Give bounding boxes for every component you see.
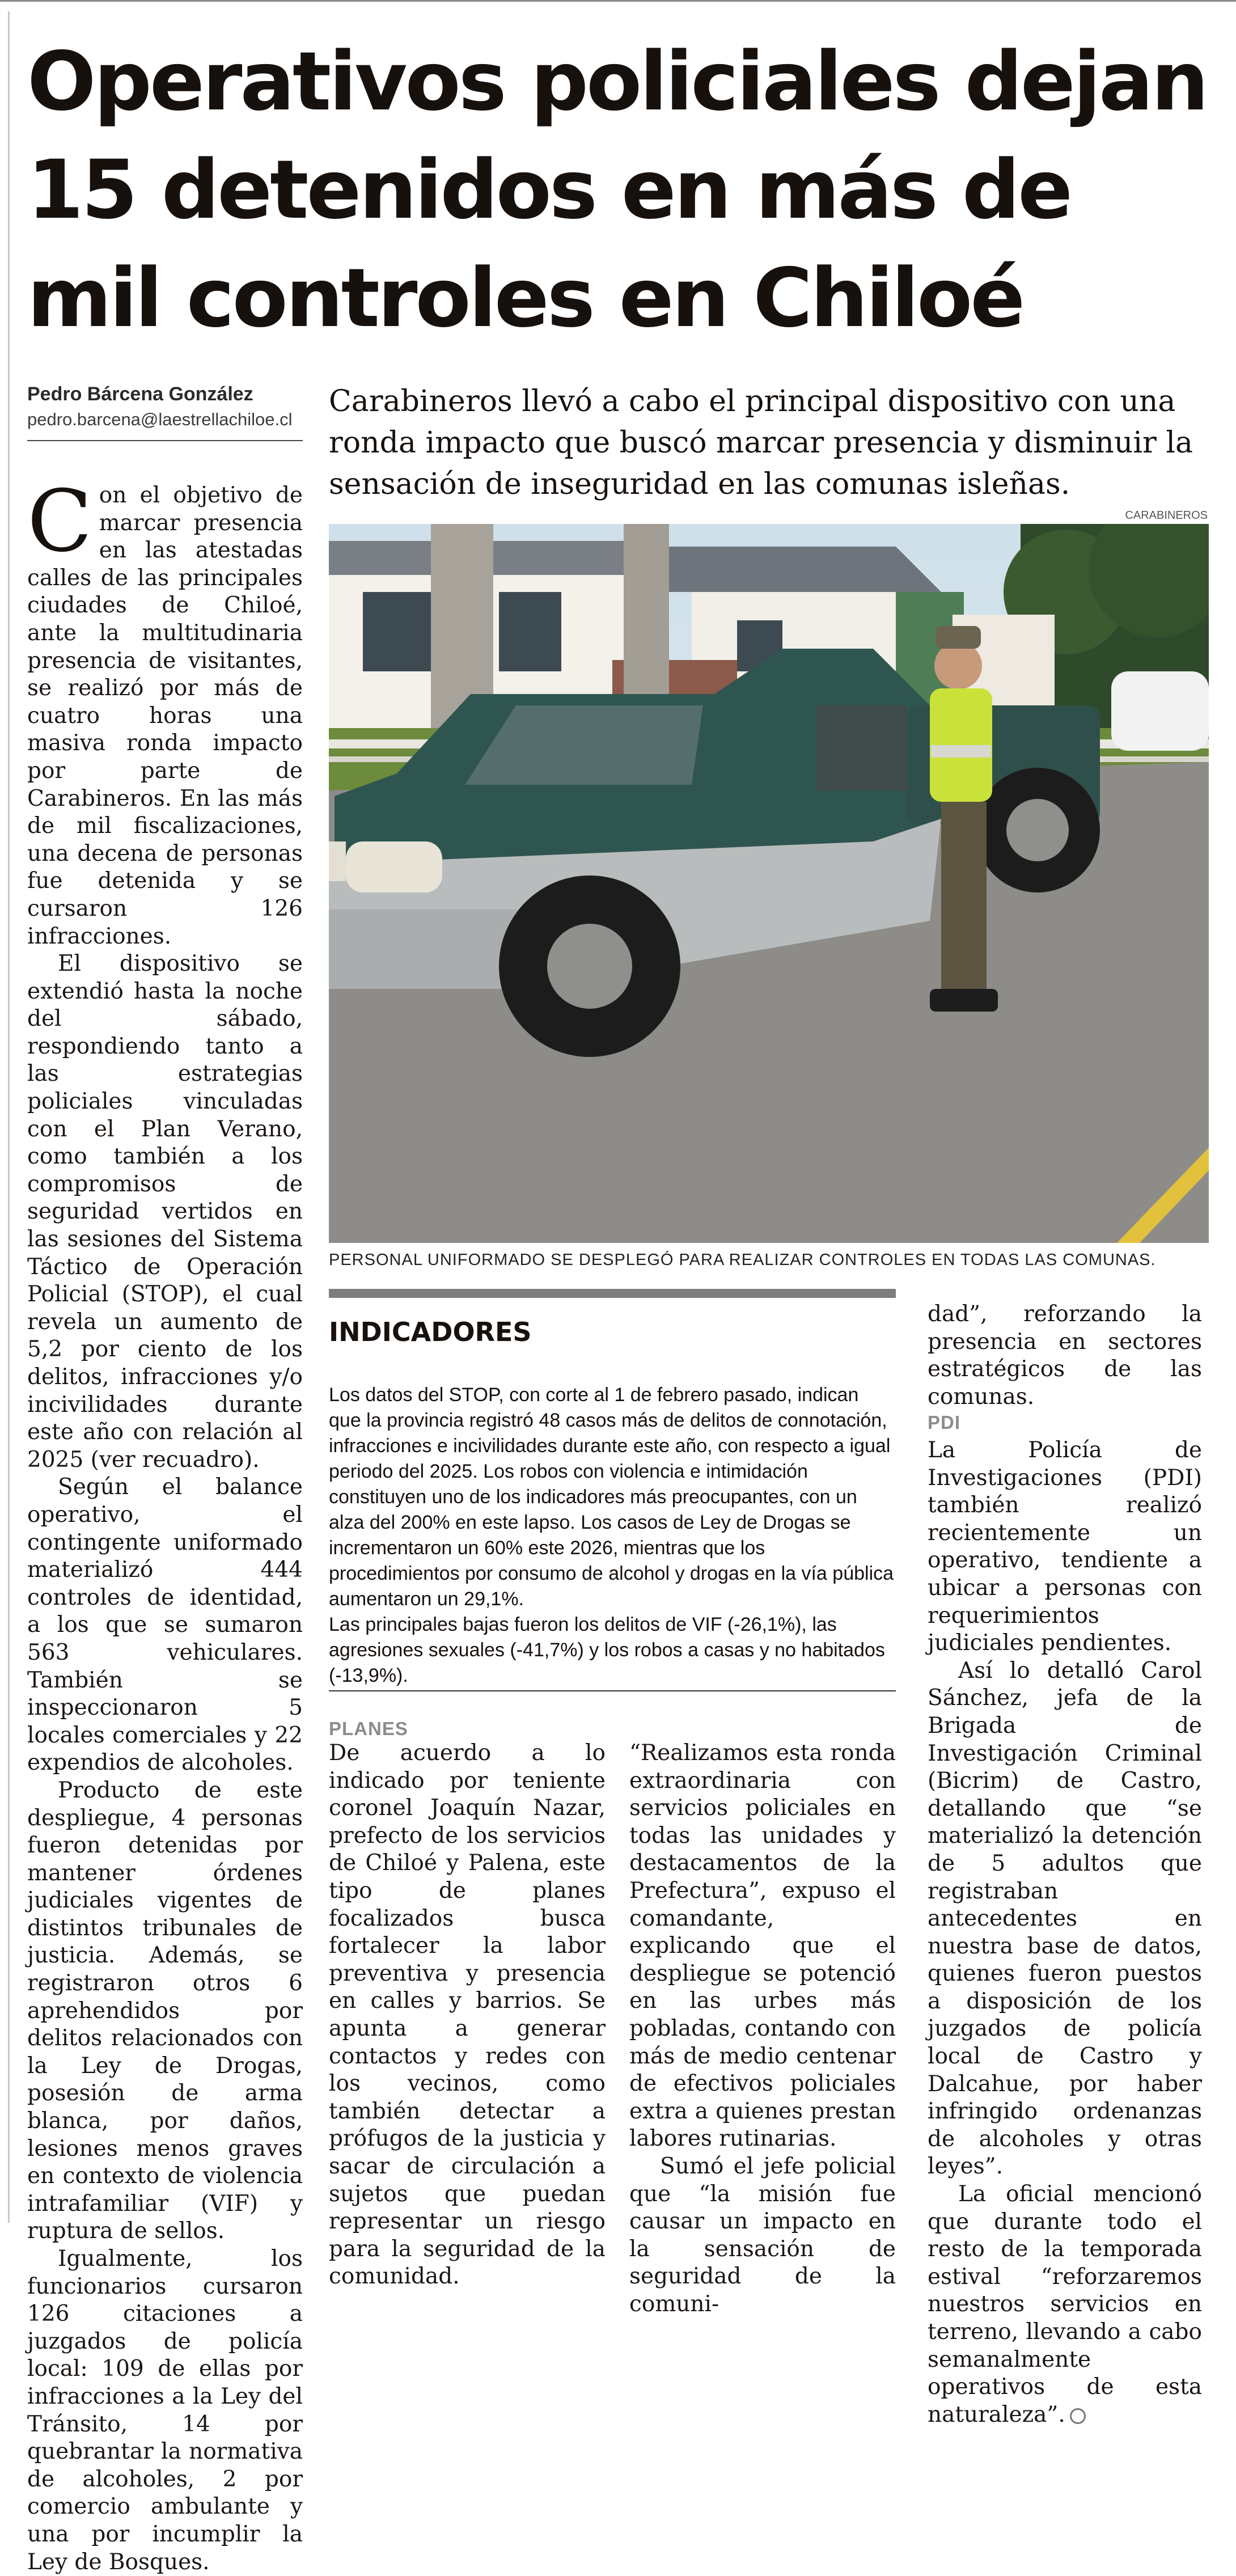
body-paragraph: Según el balance operativo, el contingente uniformado materializó 444 controles de identidad, a los que se sumaron 563 vehiculares. También se inspeccionaron 5 locales comerciales y 22 expendios de alcoholes. bbox=[27, 1474, 303, 1776]
indicators-body bbox=[329, 1382, 896, 1689]
photo-caption: PERSONAL UNIFORMADO SE DESPLEGÓ PARA REALIZAR CONTROLES EN TODAS LAS COMUNAS. bbox=[329, 1251, 1156, 1269]
body-column-right-top bbox=[928, 1301, 1202, 1411]
top-border bbox=[0, 0, 1236, 2]
photo-credit: CARABINEROS bbox=[1125, 509, 1208, 522]
body-paragraph: dad”, reforzando la presencia en sectores estratégicos de las comunas. bbox=[928, 1301, 1202, 1410]
deck-summary: Carabineros llevó a cabo el principal dispositivo con una ronda impacto que buscó marcar presencia y disminuir la sensación de inseguridad en las comunas isleñas. bbox=[329, 384, 1193, 501]
body-paragraph: La Policía de Investigaciones (PDI) también realizó recientemente un operativo, tendiente a ubicar a personas con requerimientos judiciales pendientes. bbox=[928, 1437, 1202, 1656]
headline: Operativos policiales dejan 15 detenidos en más de mil controles en Chiloé bbox=[27, 34, 1207, 345]
body-column-quote bbox=[629, 1740, 896, 2318]
end-mark-icon bbox=[1070, 2408, 1086, 2424]
body-paragraph: Igualmente, los funcionarios cursaron 126 citaciones a juzgados de policía local: 109 de ellas por infracciones a la Ley del Tránsito, 14 por quebrantar la normativa de alcoholes, 2 por comercio ambulante y una por incumplir la Ley de Bosques. bbox=[27, 2246, 303, 2575]
indicators-paragraph: Los datos del STOP, con corte al 1 de febrero pasado, indican que la provincia registró 48 casos más de delitos de connotación, infracciones e incivilidades durante este año, con respecto a igual periodo del 2025. Los robos con violencia e intimidación constituyen uno de los indicadores más preocupantes, con un alza del 200% en este lapso. Los casos de Ley de Drogas se incrementaron un 60% este 2026, mientras que los procedimientos por consumo de alcohol y drogas en la vía pública aumentaron un 29,1%. bbox=[329, 1384, 894, 1610]
left-margin-rule bbox=[8, 11, 10, 2223]
body-paragraph: Producto de este despliegue, 4 personas fueron detenidas por mantener órdenes judiciales vigentes de distintos tribunales de justicia. Además, se registraron otros 6 aprehendidos por delitos relacionados con la Ley de Drogas, posesión de arma blanca, por daños, lesiones menos graves en contexto de violencia intrafamiliar (VIF) y ruptura de sellos. bbox=[27, 1777, 303, 2244]
body-paragraph: “Realizamos esta ronda extraordinaria con servicios policiales en todas las unidades y destacamentos de la Prefectura”, expuso el comandante, explicando que el despliegue se potenció en las urbes más pobladas, contando con más de medio centenar de efectivos policiales extra a quienes prestan labores rutinarias. bbox=[629, 1740, 896, 2152]
indicators-title: INDICADORES bbox=[329, 1317, 532, 1347]
indicators-top-bar bbox=[329, 1289, 896, 1298]
body-column-pdi bbox=[928, 1437, 1202, 2429]
body-paragraph: De acuerdo a lo indicado por teniente coronel Joaquín Nazar, prefecto de los servicios de Chiloé y Palena, este tipo de planes focalizados busca fortalecer la labor preventiva y presencia en calles y barrios. Se apunta a generar contactos y redes con los vecinos, como también detectar a prófugos de la justicia y sacar de circulación a sujetos que puedan representar un riesgo para la seguridad de la comunidad. bbox=[329, 1740, 606, 2290]
indicators-bottom-rule bbox=[329, 1690, 896, 1691]
drop-cap: C bbox=[27, 472, 92, 571]
body-paragraph: Sumó el jefe policial que “la misión fue causar un impacto en la sensación de seguridad de la comuni- bbox=[629, 2153, 896, 2317]
indicators-paragraph: Las principales bajas fueron los delitos de VIF (-26,1%), las agresiones sexuales (-41,7%) y los robos a casas y no habitados (-13,9%). bbox=[329, 1614, 885, 1686]
section-label-pdi: PDI bbox=[928, 1412, 961, 1433]
photo-illustration bbox=[329, 524, 1209, 1243]
byline-divider bbox=[27, 440, 303, 441]
body-paragraph: El dispositivo se extendió hasta la noche del sábado, respondiendo tanto a las estrategias policiales vinculadas con el Plan Verano, como también a los compromisos de seguridad vertidos en las sesiones del Sistema Táctico de Operación Policial (STOP), el cual revela un aumento de 5,2 por ciento de los delitos, infracciones y/o incivilidades durante este año con relación al 2025 (ver recuadro). bbox=[27, 951, 303, 1473]
body-paragraph: La oficial mencionó que durante todo el resto de la temporada estival “reforzaremos nuestros servicios en terreno, llevando a cabo semanalmente operativos de esta naturaleza”. bbox=[928, 2181, 1202, 2427]
body-column-planes bbox=[329, 1740, 606, 2291]
author-email: pedro.barcena@laestrellachiloe.cl bbox=[27, 409, 293, 429]
news-photo bbox=[329, 524, 1209, 1243]
author-name: Pedro Bárcena González bbox=[27, 383, 253, 405]
body-paragraph: Con el objetivo de marcar presencia en las atestadas calles de las principales ciudades de Chiloé, ante la multitudinaria presencia de visitantes, se realizó por más de cuatro horas una masiva ronda impacto por parte de Carabineros. En las más de mil fiscalizaciones, una decena de personas fue detenida y se cursaron 126 infracciones. bbox=[27, 472, 303, 949]
body-paragraph: Así lo detalló Carol Sánchez, jefa de la Brigada de Investigación Criminal (Bicrim) de Castro, detallando que “se materializó la detención de 5 adultos que registraban antecedentes en nuestra base de datos, quienes fueron puestos a disposición de los juzgados de policía local de Castro y Dalcahue, por haber infringido ordenanzas de alcoholes y otras leyes”. bbox=[928, 1657, 1202, 2180]
section-label-planes: PLANES bbox=[329, 1718, 408, 1739]
body-column-1 bbox=[27, 472, 303, 2576]
